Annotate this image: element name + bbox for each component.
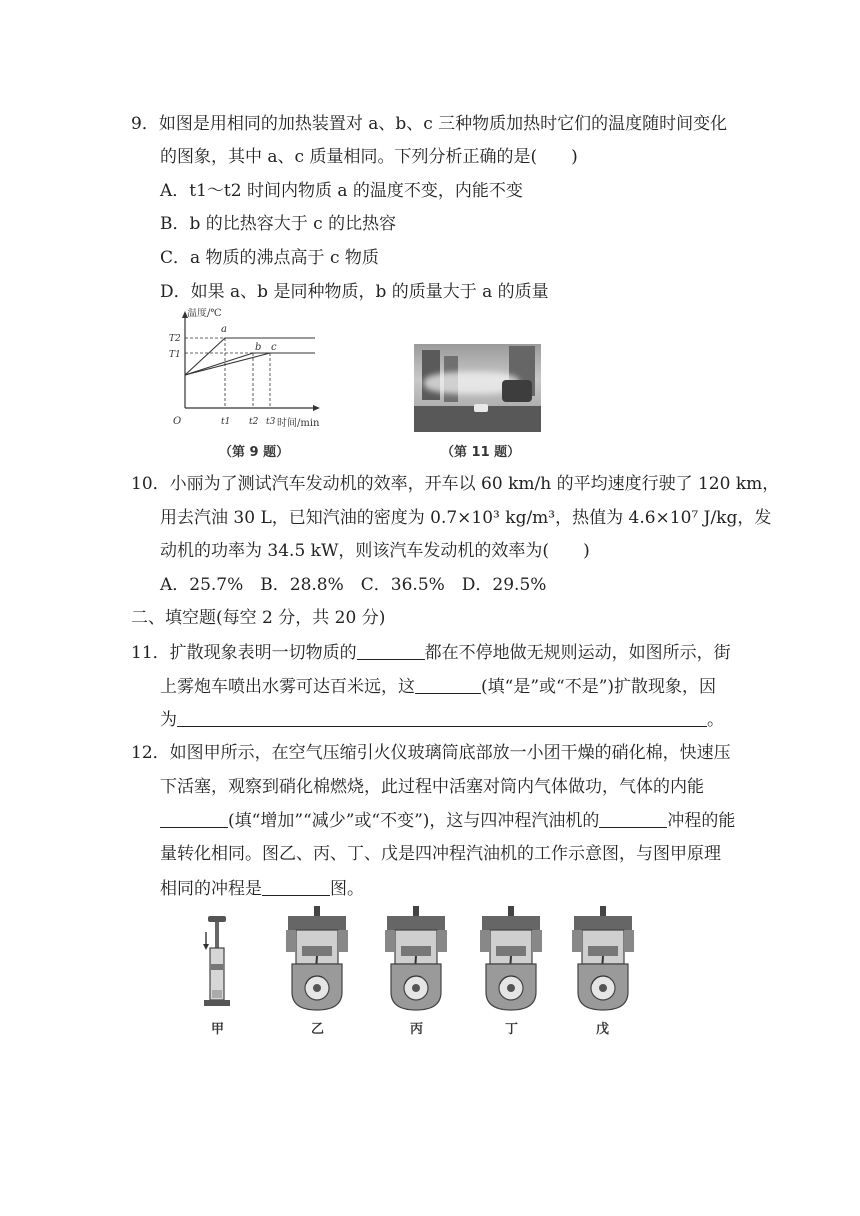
figure-label-yi: 乙 [311,1022,325,1037]
x-axis-label: 时间/min [277,418,320,429]
q9-line2: 的图象，其中 a、c 质量相同。下列分析正确的是( ) [160,147,578,167]
q12-line1: 12．如图甲所示，在空气压缩引火仪玻璃筒底部放一小团干燥的硝化棉，快速压 [131,743,731,763]
q11-text-2b: (填“是”或“不是”)扩散现象，因 [481,677,717,697]
q9-option-b: B．b 的比热容大于 c 的比热容 [160,214,397,234]
q12-blank-2[interactable] [599,809,667,828]
q12-line2: 下活塞，观察到硝化棉燃烧，此过程中活塞对筒内气体做功，气体的内能 [160,777,704,797]
series-label-a: a [221,324,227,335]
air-compression-igniter-figure [198,914,238,1018]
q11-line3 [160,708,724,731]
q12-blank-3[interactable] [262,877,330,896]
q11-line2 [160,675,716,698]
q12-line4: 量转化相同。图乙、丙、丁、戊是四冲程汽油机的工作示意图，与图甲原理 [160,844,721,864]
q10-options: A．25.7% B．28.8% C．36.5% D．29.5% [160,575,547,595]
q11-text-1b: 都在不停地做无规则运动，如图所示，街 [424,643,731,663]
q10-line1: 10．小丽为了测试汽车发动机的效率，开车以 60 km/h 的平均速度行驶了 120 km， [131,474,780,494]
y-tick-t1: T1 [169,350,181,360]
x-tick-t1: t1 [221,417,231,427]
q12-blank-1[interactable] [160,809,228,828]
figure-label-bing: 丙 [410,1022,424,1037]
origin-label: O [173,416,182,427]
figure-label-wu: 戊 [596,1022,610,1037]
x-tick-t2: t2 [249,417,259,427]
q9-option-d: D．如果 a、b 是同种物质，b 的质量大于 a 的质量 [160,282,549,302]
q9-line1: 9．如图是用相同的加热装置对 a、b、c 三种物质加热时它们的温度随时间变化 [131,114,728,134]
engine-figure-bing [381,906,451,1016]
q11-text-3a: 为 [160,710,177,730]
engine-figure-ding [476,906,546,1016]
series-label-c: c [271,342,277,353]
fog-cannon-photo [414,344,541,432]
section-title: 二、填空题(每空 2 分，共 20 分) [131,608,386,628]
figure-label-ding: 丁 [505,1022,519,1037]
q9-option-a: A．t1～t2 时间内物质 a 的温度不变，内能不变 [160,181,523,201]
q11-text-2a: 上雾炮车喷出水雾可达百米远，这 [160,677,415,697]
photo-caption: （第 11 题） [441,445,521,460]
figure-label-jia: 甲 [211,1022,225,1037]
q12-text-5b: 图。 [330,879,364,899]
q10-line2: 用去汽油 30 L，已知汽油的密度为 0.7×10³ kg/m³，热值为 4.6×10⁷ J/kg，发 [160,508,772,528]
q12-text-5a: 相同的冲程是 [160,879,262,899]
temperature-time-chart [165,308,325,433]
y-axis-label: 温度/℃ [187,308,222,319]
q11-text-1a: 11．扩散现象表明一切物质的 [131,643,357,663]
engine-figure-yi [282,906,352,1016]
engine-figure-wu [568,906,638,1016]
q11-text-3b: 。 [707,710,724,730]
q12-line5 [160,877,364,900]
q10-line3: 动机的功率为 34.5 kW，则该汽车发动机的效率为( ) [160,541,590,561]
q11-blank-2[interactable] [415,675,481,694]
q9-option-c: C．a 物质的沸点高于 c 物质 [160,248,379,268]
q12-text-3b: 冲程的能 [667,811,736,831]
x-tick-t3: t3 [266,417,276,427]
q12-line3 [160,809,735,832]
q11-line1 [131,641,731,664]
q11-blank-3[interactable] [177,708,707,727]
y-tick-t2: T2 [169,334,181,344]
series-label-b: b [255,342,262,353]
q11-blank-1[interactable] [357,641,425,660]
q12-text-3a: (填“增加”“减少”或“不变”)，这与四冲程汽油机的 [228,811,600,831]
chart-caption: （第 9 题） [219,445,290,460]
